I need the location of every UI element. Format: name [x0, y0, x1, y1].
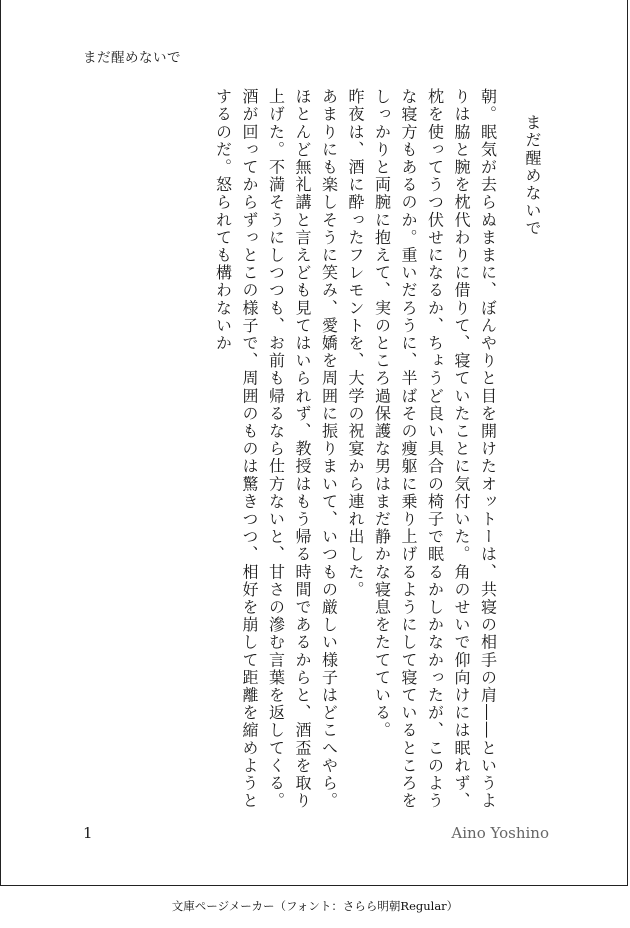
paragraph-1: 朝。眠気が去らぬままに、ぼんやりと目を開けたオットーは、共寝の相手の肩――というよりは脇と腕を枕代わりに借りて、寝ていたことに気付いた。角のせいで仰向けには眠れず、枕を使ってうつ伏せになるか、ちょうど良い具合の椅子で眠るかしかなかったが、このような寝方もあるのか。重いだろうに、半ばその痩躯に乗り上げるようにして寝ているところをしっかりと両腕に抱えて、実のところ過保護な男はまだ静かな寝息をたてている。 — [372, 88, 498, 810]
author-name: Aino Yoshino — [451, 824, 549, 842]
paragraph-2: 昨夜は、酒に酔ったフレモントを、大学の祝宴から連れ出した。 — [346, 88, 365, 599]
page-number: 1 — [83, 824, 93, 842]
chapter-title: まだ醒めないで — [523, 114, 542, 238]
paragraph-3: あまりにも楽しそうに笑み、愛嬌を周囲に振りまいて、いつもの厳しい様子はどこへやら。ほとんど無礼講と言えども見てはいられず、教授はもう帰る時間であるからと、酒盃を取り上げた。不満そうにしつつも、お前も帰るなら仕方ないと、甘さの滲む言葉を返してくる。酒が回ってからずっとこの様子で、周囲のものは驚きつつ、相好を崩して距離を縮めようとするのだ。怒られても構わないか — [213, 88, 339, 810]
running-title: まだ醒めないで — [83, 50, 181, 66]
generator-credit: 文庫ページメーカー（フォント：さらら明朝Regular） — [171, 899, 459, 913]
vertical-body-text — [79, 88, 557, 814]
